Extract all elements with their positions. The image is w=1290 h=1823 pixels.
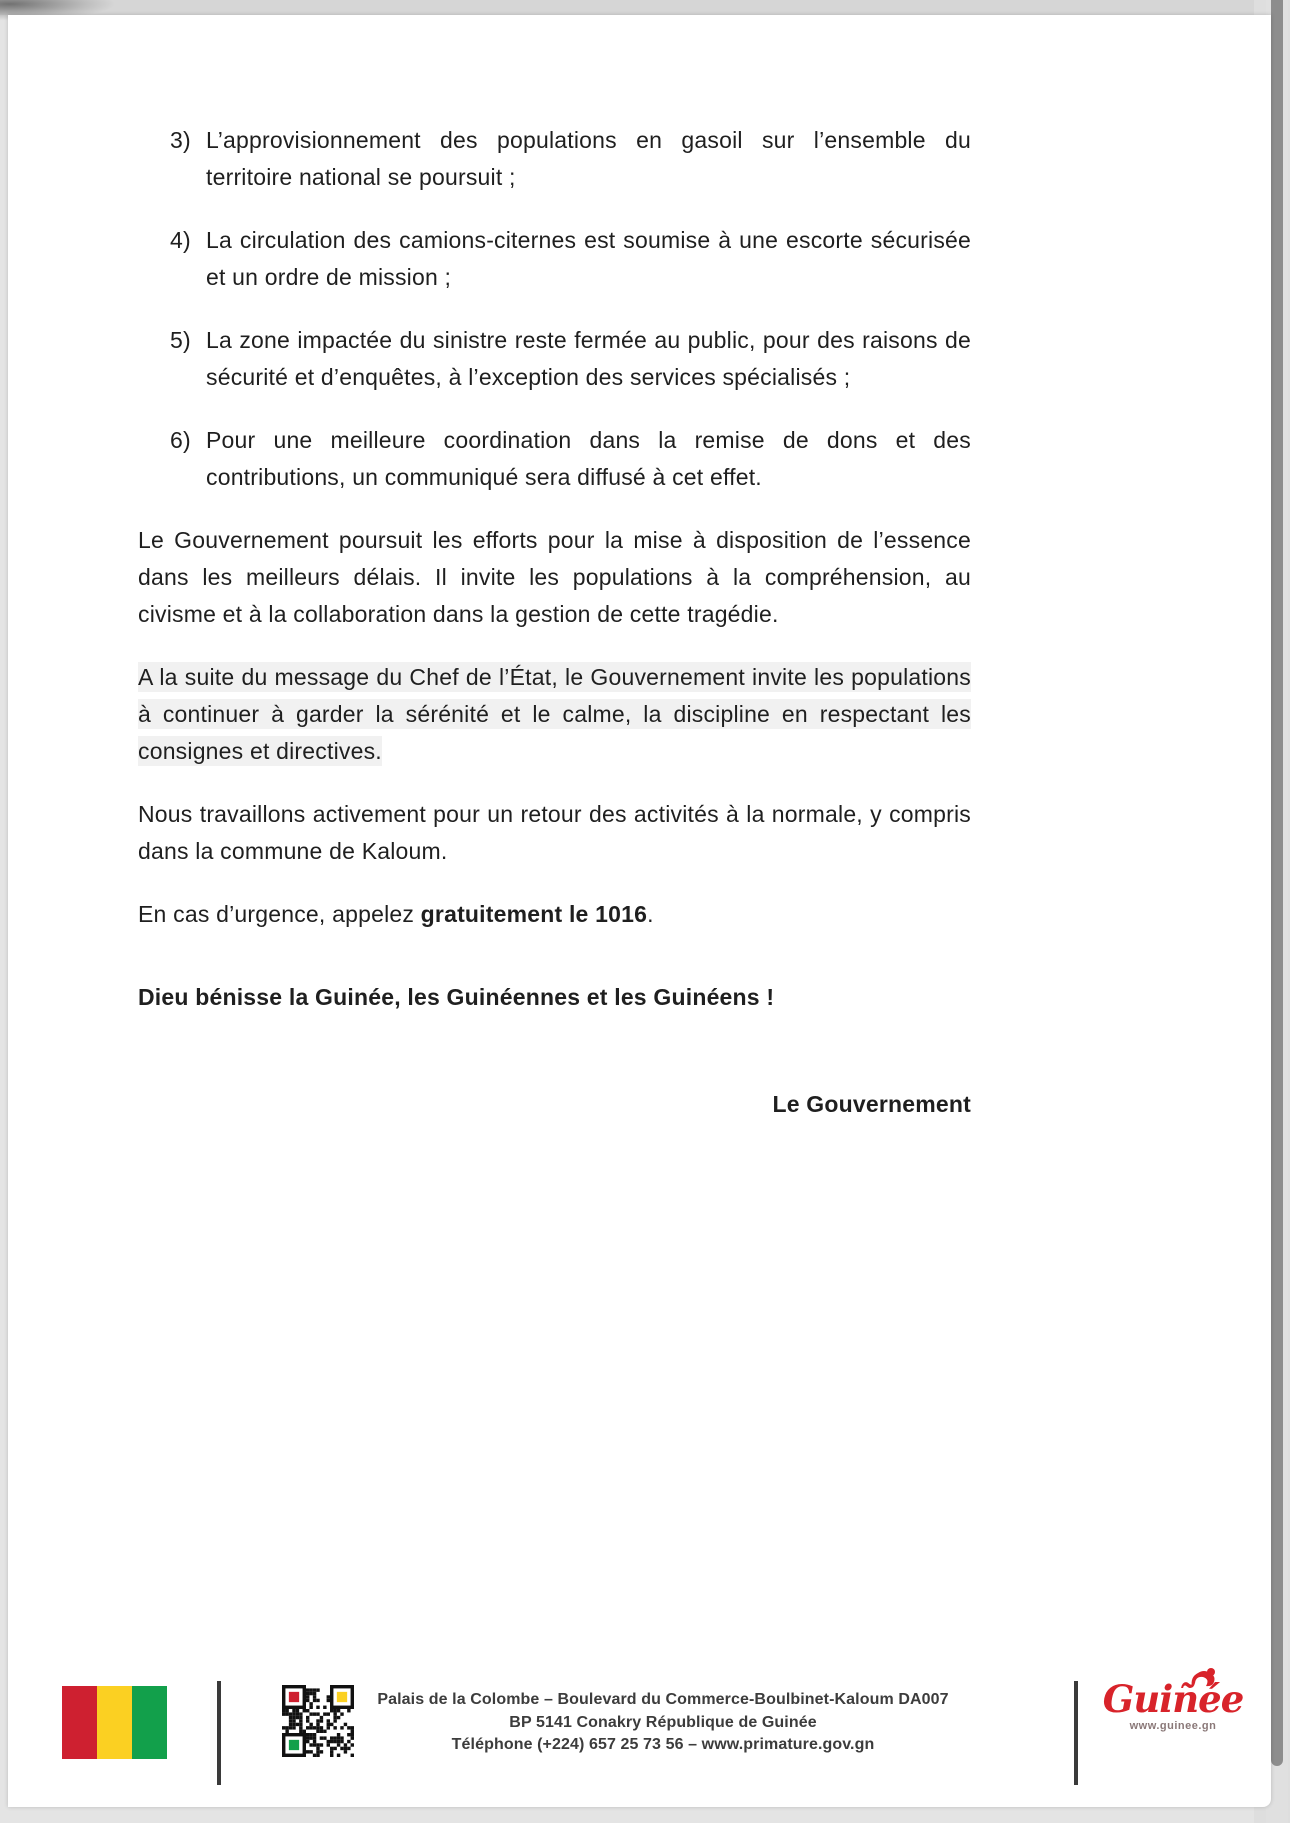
list-item-text: La zone impactée du sinistre reste fermée au public, pour des raisons de sécurité et d’enquêtes, à l’exception des services spécialisés ; <box>206 327 971 390</box>
emergency-number-bold: gratuitement le 1016 <box>420 901 648 927</box>
list-item-text: L’approvisionnement des populations en gasoil sur l’ensemble du territoire national se poursuit ; <box>206 127 971 190</box>
list-item-number: 3) <box>170 127 191 153</box>
list-item-3 <box>170 122 971 196</box>
address-line-3: Téléphone (+224) 657 25 73 56 – www.primature.gov.gn <box>451 1736 875 1753</box>
footer-divider-right <box>1074 1681 1078 1785</box>
flag-yellow-stripe <box>97 1686 132 1759</box>
footer-address <box>338 1689 988 1757</box>
list-item-text: La circulation des camions-citernes est soumise à une escorte sécurisée et un ordre de mission ; <box>206 227 971 290</box>
dove-icon <box>1184 1665 1218 1691</box>
address-line-1: Palais de la Colombe – Boulevard du Commerce-Boulbinet-Kaloum DA007 <box>377 1691 949 1708</box>
guinee-logo <box>1098 1679 1248 1732</box>
list-item-number: 4) <box>170 227 191 253</box>
address-line-2: BP 5141 Conakry République de Guinée <box>509 1713 817 1731</box>
list-item-number: 6) <box>170 427 191 453</box>
paragraph-highlighted-chef-etat <box>138 659 971 770</box>
blessing-line: Dieu bénisse la Guinée, les Guinéennes et les Guinéens ! <box>138 984 775 1010</box>
highlighted-text: A la suite du message du Chef de l’État, le Gouvernement invite les populations à continuer à garder la sérénité et le calme, la discipline en respectant les consignes et directives. <box>138 664 971 764</box>
list-item-4 <box>170 222 971 296</box>
flag-green-stripe <box>132 1686 167 1759</box>
list-item-6 <box>170 422 971 496</box>
paragraph-emergency-number <box>138 896 971 933</box>
paragraph-government-efforts: Le Gouvernement poursuit les efforts pour la mise à disposition de l’essence dans les meilleurs délais. Il invite les populations à la compréhension, au civisme et à la collaboration dans la gestion de cette tragédie. <box>138 527 971 627</box>
flag-red-stripe <box>62 1686 97 1759</box>
emergency-suffix: . <box>647 901 654 927</box>
guinea-flag <box>62 1686 167 1759</box>
paragraph-return-to-normal: Nous travaillons activement pour un retour des activités à la normale, y compris dans la commune de Kaloum. <box>138 801 971 864</box>
footer-divider-left <box>217 1681 221 1785</box>
logo-wordmark: Guiñée <box>1102 1677 1244 1721</box>
page-footer <box>8 1677 1271 1807</box>
numbered-list <box>170 122 971 496</box>
document-body <box>138 122 971 1149</box>
list-item-number: 5) <box>170 327 191 353</box>
signature-le-gouvernement: Le Gouvernement <box>772 1091 971 1117</box>
list-item-text: Pour une meilleure coordination dans la remise de dons et des contributions, un communiqué sera diffusé à cet effet. <box>206 427 971 490</box>
logo-url: www.guinee.gn <box>1129 1720 1217 1732</box>
scrollbar-thumb[interactable] <box>1271 0 1283 1766</box>
document-page <box>8 15 1271 1807</box>
viewer-top-band <box>0 0 1290 15</box>
emergency-prefix: En cas d’urgence, appelez <box>138 901 421 927</box>
list-item-5 <box>170 322 971 396</box>
